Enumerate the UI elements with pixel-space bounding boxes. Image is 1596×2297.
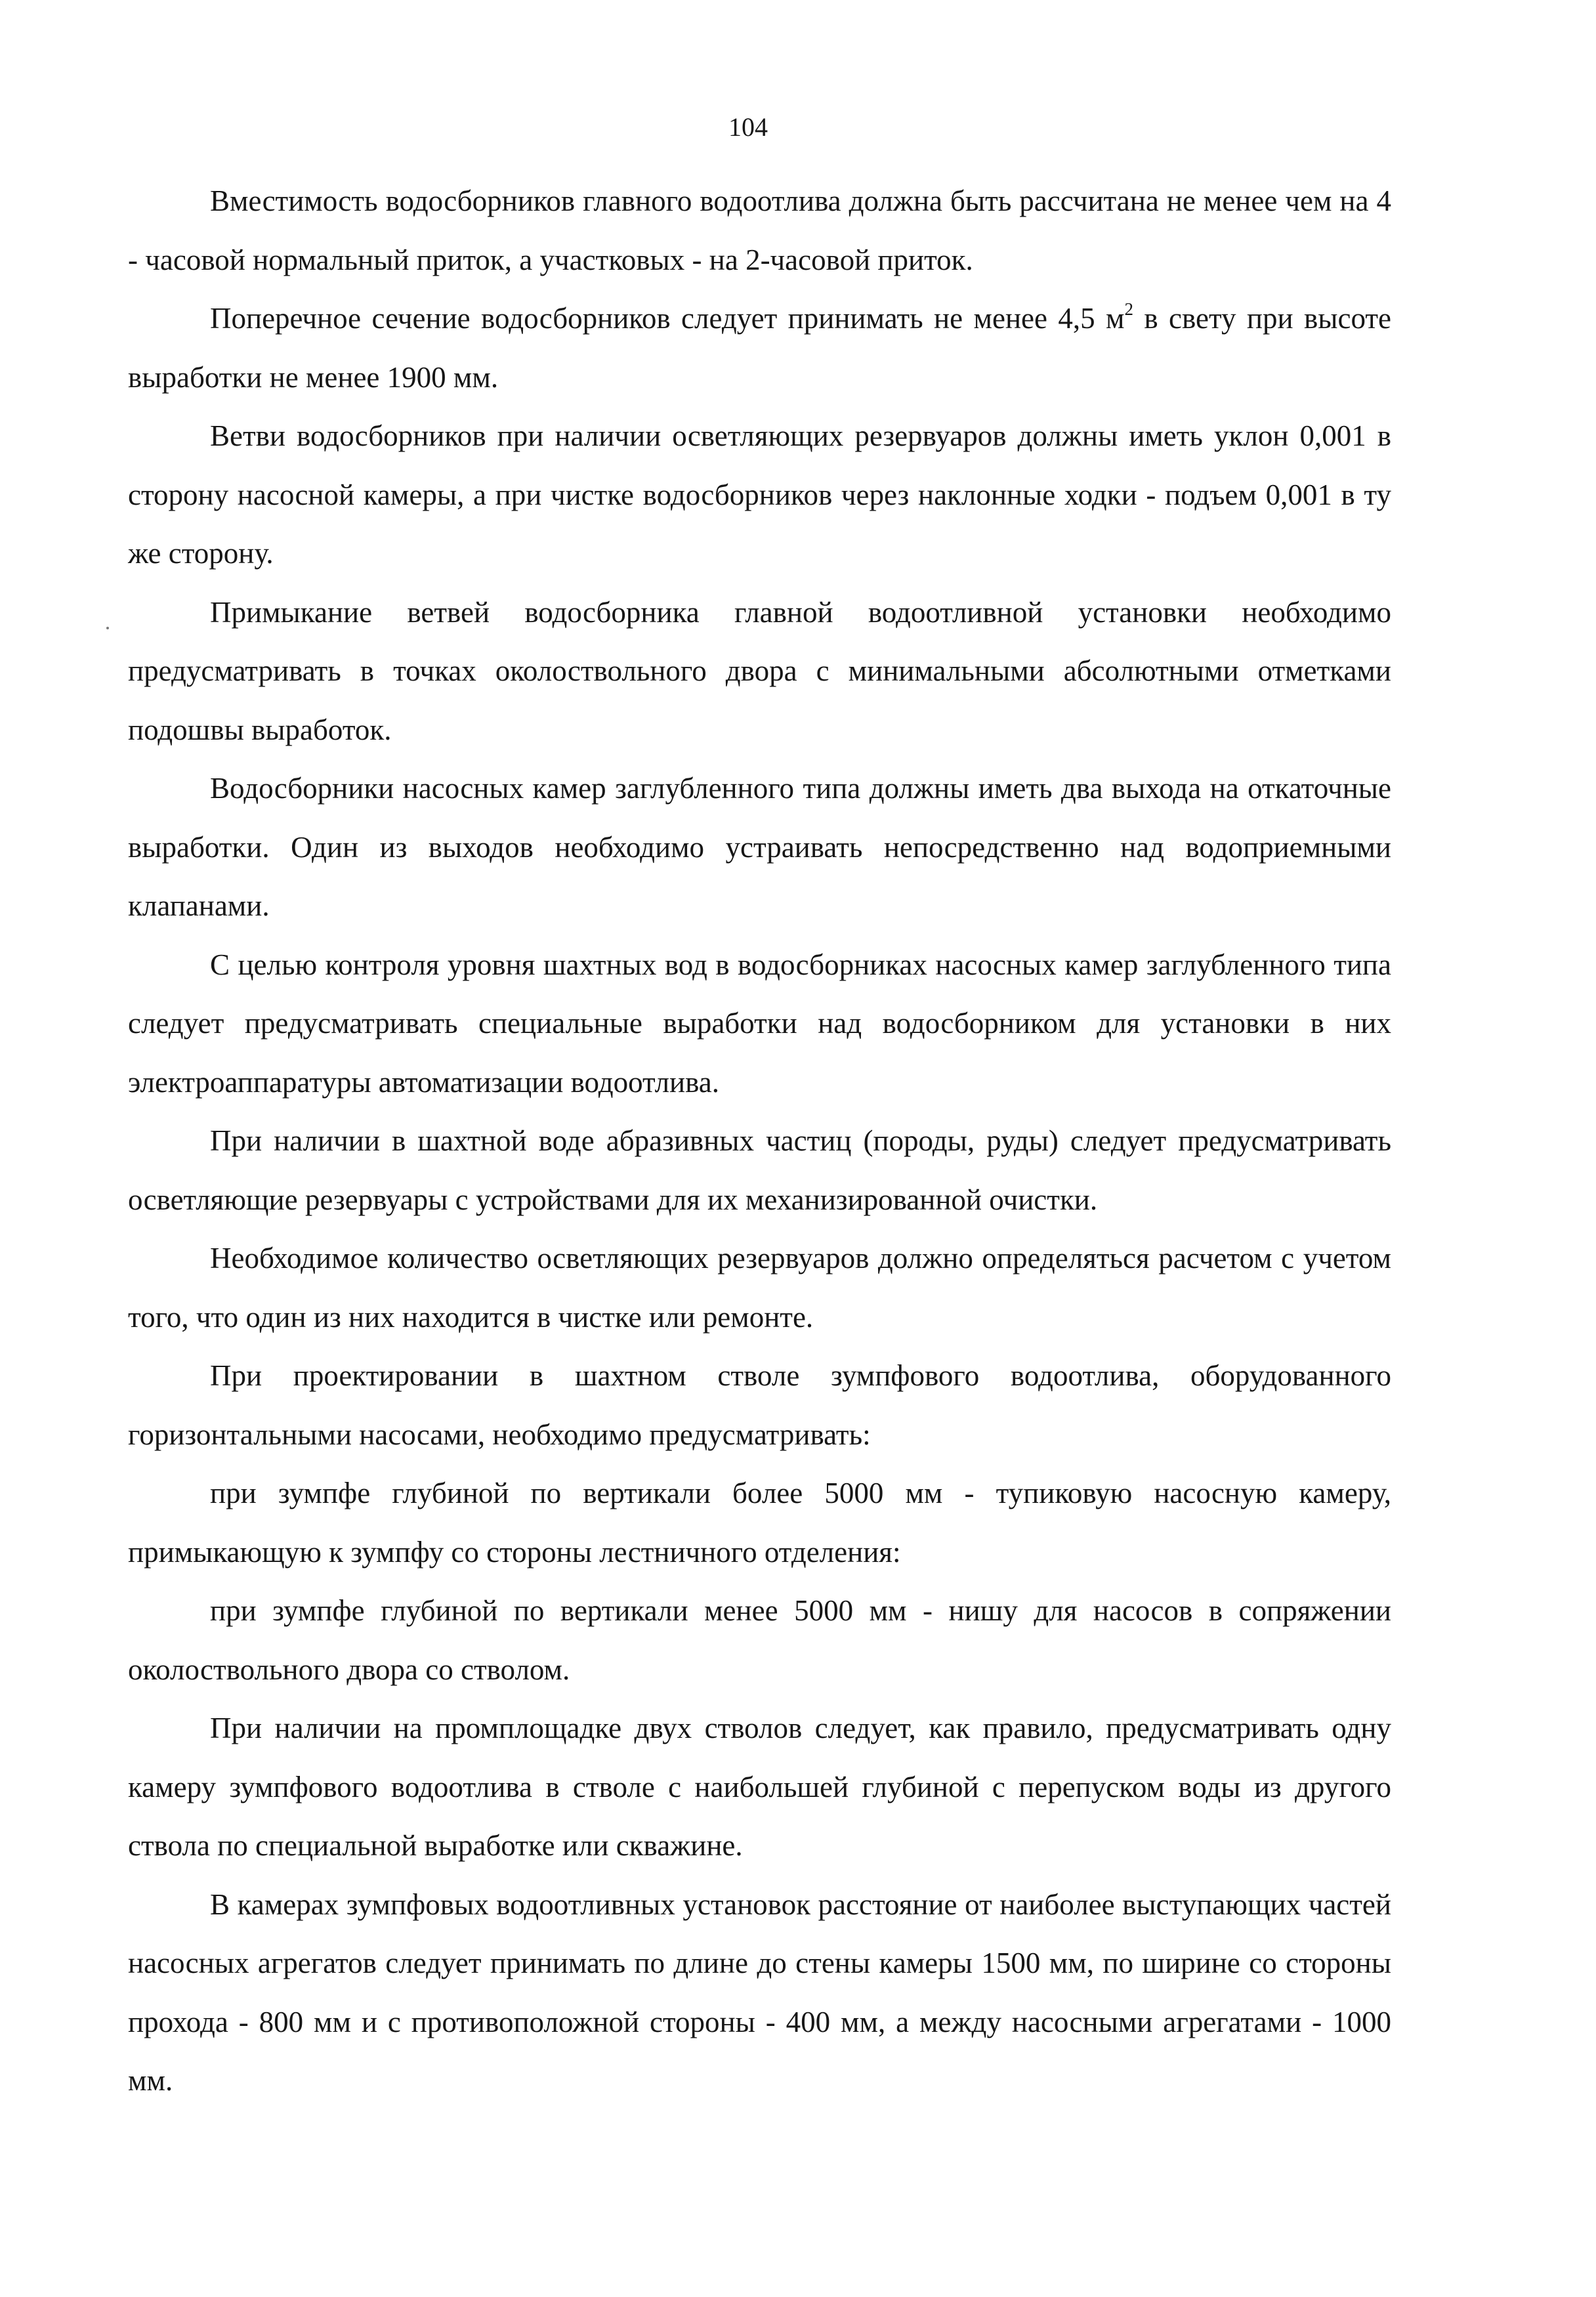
- paragraph-sump-deep: при зумпфе глубиной по вертикали более 5000 мм - тупиковую насосную камеру, примыкающую к зумпфу со стороны лестничного отделения:: [128, 1477, 1391, 1569]
- paragraph-sump-drainage-design: При проектировании в шахтном стволе зумпфового водоотлива, оборудованного горизонтальными насосами, необходимо предусматривать:: [128, 1359, 1391, 1451]
- paragraph-branch-junction: Примыкание ветвей водосборника главной водоотливной установки необходимо предусматривать в точках околоствольного двора с минимальными абсолютными отметками подошвы выработок.: [128, 595, 1391, 746]
- paragraph-sump-shallow: при зумпфе глубиной по вертикали менее 5000 мм - нишу для насосов в сопряжении околоствольного двора со стволом.: [128, 1594, 1391, 1686]
- paragraph-branch-slope: Ветви водосборников при наличии осветляющих резервуаров должны иметь уклон 0,001 в сторону насосной камеры, а при чистке водосборников через наклонные ходки - подъем 0,001 в ту же сторону.: [128, 419, 1391, 570]
- page-number: 104: [728, 112, 768, 142]
- paragraph-settling-tanks-count: Необходимое количество осветляющих резервуаров должно определяться расчетом с учетом того, что один из них находится в чистке или ремонте.: [128, 1242, 1391, 1334]
- paragraph-chamber-clearances: В камерах зумпфовых водоотливных установок расстояние от наиболее выступающих частей насосных агрегатов следует принимать по длине до стены камеры 1500 мм, по ширине со стороны прохода - 800 мм и с противоположной стороны - 400 мм, а между насосными агрегатами - 1000 мм.: [128, 1887, 1391, 2097]
- square-superscript: 2: [1124, 299, 1133, 319]
- cross-section-text-end: в свету при высоте выработки не менее 1900 мм.: [128, 302, 1391, 394]
- paragraph-abrasive-particles: При наличии в шахтной воде абразивных частиц (породы, руды) следует предусматривать осветляющие резервуары с устройствами для их механизированной очистки.: [128, 1124, 1391, 1216]
- paragraph-cross-section: [128, 289, 1391, 407]
- cross-section-text-start: Поперечное сечение водосборников следует принимать не менее 4,5 м: [210, 302, 1125, 335]
- paragraph-water-level-control: С целью контроля уровня шахтных вод в водосборниках насосных камер заглубленного типа следует предусматривать специальные выработки над водосборником для установки в них электроаппаратуры автоматизации водоотлива.: [128, 948, 1391, 1099]
- scan-artifact-dot: [106, 627, 109, 629]
- paragraph-pump-chamber-exits: Водосборники насосных камер заглубленного типа должны иметь два выхода на откаточные выработки. Один из выходов необходимо устраивать непосредственно над водоприемными клапанами.: [128, 772, 1391, 922]
- paragraph-two-shafts: При наличии на промплощадке двух стволов следует, как правило, предусматривать одну камеру зумпфового водоотлива в стволе с наибольшей глубиной с перепуском воды из другого ствола по специальной выработке или скважине.: [128, 1712, 1391, 1862]
- paragraph-reservoir-capacity: Вместимость водосборников главного водоотлива должна быть рассчитана не менее чем на 4 - часовой нормальный приток, а участковых - на 2-часовой приток.: [128, 184, 1391, 276]
- document-body: [128, 172, 1391, 2111]
